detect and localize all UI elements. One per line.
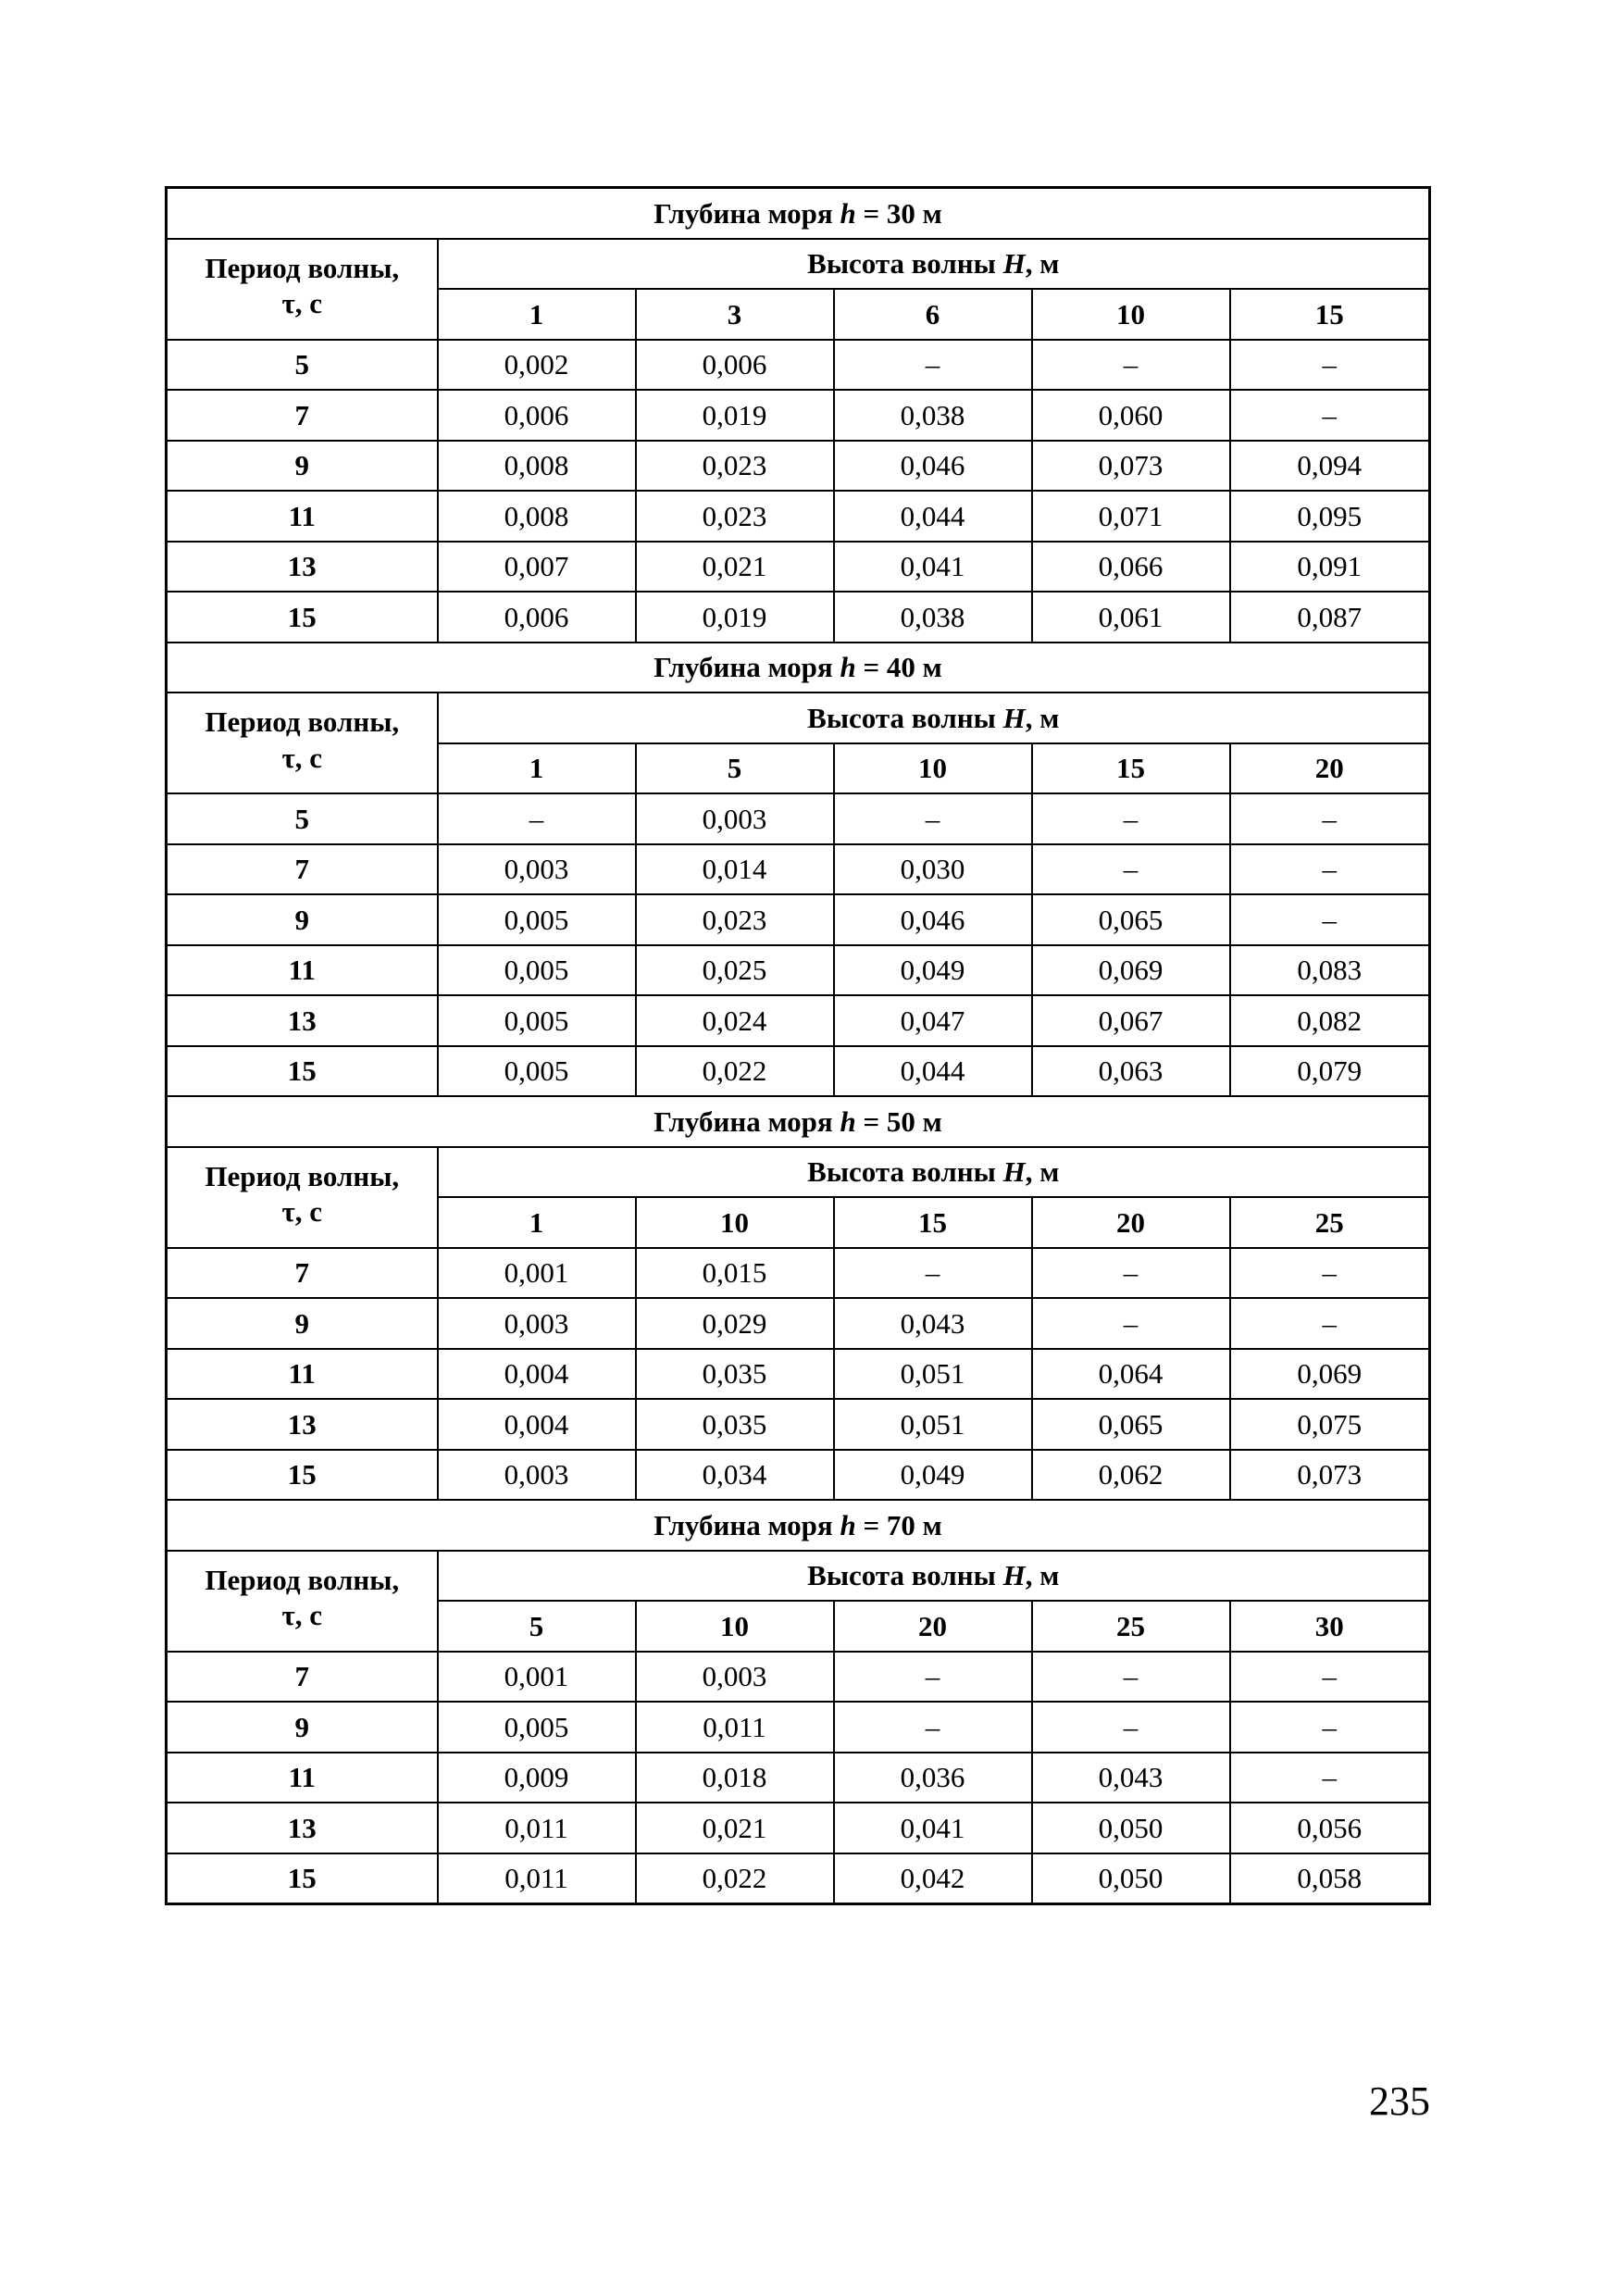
height-value: 25 — [1230, 1197, 1430, 1248]
table-row — [167, 1450, 1430, 1501]
depth-symbol: h — [840, 1508, 856, 1541]
data-cell: 0,043 — [834, 1298, 1032, 1349]
table-row — [167, 491, 1430, 542]
data-cell: 0,075 — [1230, 1399, 1430, 1450]
height-value: 6 — [834, 289, 1032, 340]
data-cell: 0,003 — [438, 844, 636, 895]
data-cell: 0,005 — [438, 995, 636, 1046]
table-row — [167, 390, 1430, 441]
data-cell: 0,062 — [1032, 1450, 1230, 1501]
data-cell: – — [1230, 844, 1430, 895]
depth-symbol: h — [840, 1104, 856, 1138]
height-unit: , м — [1025, 1155, 1060, 1189]
depth-symbol: h — [840, 651, 856, 684]
data-cell: 0,049 — [834, 945, 1032, 996]
data-cell: 0,008 — [438, 491, 636, 542]
period-value: 15 — [167, 1853, 438, 1904]
period-value: 7 — [167, 1248, 438, 1299]
depth-value: = 50 м — [855, 1104, 942, 1138]
data-cell: 0,060 — [1032, 390, 1230, 441]
period-label: Период волны, — [205, 705, 400, 738]
table-row — [167, 793, 1430, 844]
data-cell: – — [1032, 1702, 1230, 1753]
period-value: 5 — [167, 793, 438, 844]
data-cell: 0,011 — [636, 1702, 834, 1753]
data-cell: – — [1032, 1298, 1230, 1349]
data-cell: 0,006 — [438, 390, 636, 441]
data-cell: – — [1230, 1702, 1430, 1753]
data-cell: – — [1230, 1248, 1430, 1299]
period-header — [167, 239, 438, 340]
data-cell: 0,042 — [834, 1853, 1032, 1904]
table-row — [167, 844, 1430, 895]
period-value: 11 — [167, 1753, 438, 1803]
period-value: 13 — [167, 1399, 438, 1450]
period-value: 15 — [167, 1046, 438, 1097]
data-cell: – — [834, 340, 1032, 391]
period-value: 9 — [167, 1298, 438, 1349]
data-cell: 0,066 — [1032, 542, 1230, 593]
data-cell: 0,001 — [438, 1248, 636, 1299]
period-value: 11 — [167, 491, 438, 542]
data-cell: 0,058 — [1230, 1853, 1430, 1904]
data-cell: – — [834, 1248, 1032, 1299]
period-unit: τ, с — [281, 287, 323, 320]
period-label: Период волны, — [205, 251, 400, 284]
data-cell: 0,021 — [636, 542, 834, 593]
height-symbol: H — [1002, 701, 1026, 734]
period-unit: τ, с — [281, 1599, 323, 1632]
data-cell: 0,030 — [834, 844, 1032, 895]
period-unit: τ, с — [281, 1195, 323, 1229]
data-cell: 0,050 — [1032, 1853, 1230, 1904]
data-cell: 0,050 — [1032, 1803, 1230, 1853]
data-cell: 0,035 — [636, 1349, 834, 1400]
data-cell: 0,041 — [834, 542, 1032, 593]
data-cell: 0,005 — [438, 945, 636, 996]
data-cell: 0,023 — [636, 894, 834, 945]
period-value: 11 — [167, 945, 438, 996]
table-row — [167, 1349, 1430, 1400]
period-header — [167, 693, 438, 793]
data-cell: 0,064 — [1032, 1349, 1230, 1400]
data-cell: – — [1230, 1652, 1430, 1703]
period-value: 13 — [167, 995, 438, 1046]
data-cell: 0,056 — [1230, 1803, 1430, 1853]
height-value: 15 — [1230, 289, 1430, 340]
data-cell: 0,009 — [438, 1753, 636, 1803]
data-cell: 0,079 — [1230, 1046, 1430, 1097]
data-cell: 0,083 — [1230, 945, 1430, 996]
data-cell: 0,007 — [438, 542, 636, 593]
period-value: 7 — [167, 390, 438, 441]
header-row — [167, 239, 1430, 290]
data-cell: 0,044 — [834, 491, 1032, 542]
data-cell: 0,069 — [1032, 945, 1230, 996]
period-header — [167, 1551, 438, 1652]
depth-title — [167, 188, 1430, 239]
data-cell: 0,041 — [834, 1803, 1032, 1853]
data-cell: 0,047 — [834, 995, 1032, 1046]
data-cell: 0,046 — [834, 894, 1032, 945]
table-row — [167, 1399, 1430, 1450]
period-value: 5 — [167, 340, 438, 391]
data-cell: 0,022 — [636, 1853, 834, 1904]
data-cell: – — [1230, 1753, 1430, 1803]
data-cell: 0,004 — [438, 1349, 636, 1400]
data-cell: 0,008 — [438, 441, 636, 492]
height-value: 10 — [834, 743, 1032, 794]
data-cell: 0,049 — [834, 1450, 1032, 1501]
data-cell: 0,051 — [834, 1349, 1032, 1400]
data-cell: 0,011 — [438, 1803, 636, 1853]
height-value: 1 — [438, 743, 636, 794]
data-cell: 0,087 — [1230, 592, 1430, 643]
depth-value: = 40 м — [855, 651, 942, 684]
data-cell: 0,019 — [636, 390, 834, 441]
height-value: 10 — [636, 1197, 834, 1248]
data-cell: – — [1032, 844, 1230, 895]
section-title-row — [167, 1500, 1430, 1551]
depth-label: Глубина моря — [653, 1104, 840, 1138]
period-unit: τ, с — [281, 741, 323, 774]
data-cell: 0,035 — [636, 1399, 834, 1450]
height-value: 10 — [636, 1601, 834, 1652]
table-row — [167, 1702, 1430, 1753]
depth-value: = 30 м — [855, 196, 942, 230]
data-cell: – — [1032, 793, 1230, 844]
data-cell: 0,073 — [1230, 1450, 1430, 1501]
depth-symbol: h — [840, 196, 856, 230]
data-cell: 0,002 — [438, 340, 636, 391]
data-cell: – — [834, 793, 1032, 844]
height-header — [438, 1147, 1430, 1198]
data-cell: – — [1032, 1652, 1230, 1703]
period-value: 13 — [167, 542, 438, 593]
header-row — [167, 1551, 1430, 1602]
section-title-row — [167, 643, 1430, 693]
depth-title — [167, 1500, 1430, 1551]
data-cell: 0,067 — [1032, 995, 1230, 1046]
data-cell: 0,011 — [438, 1853, 636, 1904]
data-cell: 0,006 — [636, 340, 834, 391]
data-cell: 0,004 — [438, 1399, 636, 1450]
page-number: 235 — [1369, 2078, 1430, 2124]
period-header — [167, 1147, 438, 1248]
data-cell: – — [834, 1702, 1032, 1753]
height-value: 20 — [834, 1601, 1032, 1652]
data-cell: 0,094 — [1230, 441, 1430, 492]
data-cell: 0,044 — [834, 1046, 1032, 1097]
data-cell: 0,065 — [1032, 1399, 1230, 1450]
data-cell: 0,005 — [438, 894, 636, 945]
data-cell: 0,046 — [834, 441, 1032, 492]
data-cell: 0,095 — [1230, 491, 1430, 542]
data-cell: – — [1230, 390, 1430, 441]
header-row — [167, 1147, 1430, 1198]
height-value: 15 — [1032, 743, 1230, 794]
height-symbol: H — [1002, 1155, 1026, 1189]
table-row — [167, 542, 1430, 593]
data-cell: 0,038 — [834, 390, 1032, 441]
table-row — [167, 441, 1430, 492]
table-row — [167, 340, 1430, 391]
depth-title — [167, 643, 1430, 693]
depth-label: Глубина моря — [653, 196, 840, 230]
data-cell: 0,091 — [1230, 542, 1430, 593]
height-label: Высота волны — [807, 701, 1003, 734]
table-row — [167, 894, 1430, 945]
depth-value: = 70 м — [855, 1508, 942, 1541]
table-row — [167, 995, 1430, 1046]
height-label: Высота волны — [807, 247, 1003, 281]
table-row — [167, 1853, 1430, 1904]
data-cell: 0,071 — [1032, 491, 1230, 542]
height-unit: , м — [1025, 701, 1060, 734]
height-unit: , м — [1025, 1559, 1060, 1592]
height-label: Высота волны — [807, 1155, 1003, 1189]
height-label: Высота волны — [807, 1559, 1003, 1592]
data-cell: 0,003 — [438, 1298, 636, 1349]
data-cell: 0,022 — [636, 1046, 834, 1097]
data-cell: 0,023 — [636, 491, 834, 542]
data-cell: 0,023 — [636, 441, 834, 492]
height-value: 20 — [1032, 1197, 1230, 1248]
height-value: 25 — [1032, 1601, 1230, 1652]
depth-title — [167, 1096, 1430, 1147]
height-value: 1 — [438, 1197, 636, 1248]
period-value: 7 — [167, 844, 438, 895]
period-value: 9 — [167, 441, 438, 492]
period-value: 9 — [167, 1702, 438, 1753]
data-cell: 0,061 — [1032, 592, 1230, 643]
data-cell: 0,073 — [1032, 441, 1230, 492]
table-row — [167, 1753, 1430, 1803]
data-cell: – — [1032, 1248, 1230, 1299]
data-cell: 0,043 — [1032, 1753, 1230, 1803]
data-cell: 0,024 — [636, 995, 834, 1046]
data-cell: 0,003 — [636, 1652, 834, 1703]
data-cell: 0,003 — [636, 793, 834, 844]
data-cell: 0,018 — [636, 1753, 834, 1803]
height-symbol: H — [1002, 1559, 1026, 1592]
height-header — [438, 239, 1430, 290]
height-header — [438, 1551, 1430, 1602]
height-value: 30 — [1230, 1601, 1430, 1652]
data-cell: 0,021 — [636, 1803, 834, 1853]
data-cell: 0,082 — [1230, 995, 1430, 1046]
data-cell: – — [1230, 894, 1430, 945]
data-cell: 0,029 — [636, 1298, 834, 1349]
table-row — [167, 1298, 1430, 1349]
data-cell: 0,005 — [438, 1046, 636, 1097]
period-label: Период волны, — [205, 1563, 400, 1596]
table-row — [167, 1803, 1430, 1853]
table-row — [167, 945, 1430, 996]
data-cell: 0,006 — [438, 592, 636, 643]
data-cell: 0,051 — [834, 1399, 1032, 1450]
data-cell: 0,038 — [834, 592, 1032, 643]
data-cell: 0,019 — [636, 592, 834, 643]
period-value: 15 — [167, 1450, 438, 1501]
data-cell: 0,003 — [438, 1450, 636, 1501]
height-unit: , м — [1025, 247, 1060, 281]
period-value: 11 — [167, 1349, 438, 1400]
height-header — [438, 693, 1430, 743]
data-cell: – — [438, 793, 636, 844]
period-value: 7 — [167, 1652, 438, 1703]
data-cell: 0,063 — [1032, 1046, 1230, 1097]
depth-label: Глубина моря — [653, 651, 840, 684]
table-row — [167, 1652, 1430, 1703]
data-cell: 0,036 — [834, 1753, 1032, 1803]
depth-label: Глубина моря — [653, 1508, 840, 1541]
data-cell: – — [1230, 340, 1430, 391]
header-row — [167, 693, 1430, 743]
data-cell: 0,005 — [438, 1702, 636, 1753]
height-value: 5 — [438, 1601, 636, 1652]
data-cell: 0,025 — [636, 945, 834, 996]
table-row — [167, 1248, 1430, 1299]
data-cell: 0,014 — [636, 844, 834, 895]
height-value: 5 — [636, 743, 834, 794]
table-row — [167, 1046, 1430, 1097]
period-value: 13 — [167, 1803, 438, 1853]
data-cell: – — [1230, 793, 1430, 844]
section-title-row — [167, 188, 1430, 239]
height-value: 15 — [834, 1197, 1032, 1248]
height-value: 10 — [1032, 289, 1230, 340]
data-cell: – — [834, 1652, 1032, 1703]
table-row — [167, 592, 1430, 643]
data-cell: – — [1230, 1298, 1430, 1349]
section-title-row — [167, 1096, 1430, 1147]
data-cell: 0,034 — [636, 1450, 834, 1501]
data-cell: – — [1032, 340, 1230, 391]
data-cell: 0,015 — [636, 1248, 834, 1299]
data-cell: 0,069 — [1230, 1349, 1430, 1400]
height-value: 20 — [1230, 743, 1430, 794]
period-label: Период волны, — [205, 1159, 400, 1192]
data-cell: 0,001 — [438, 1652, 636, 1703]
height-value: 3 — [636, 289, 834, 340]
period-value: 15 — [167, 592, 438, 643]
data-cell: 0,065 — [1032, 894, 1230, 945]
height-symbol: H — [1002, 247, 1026, 281]
period-value: 9 — [167, 894, 438, 945]
wave-data-table — [165, 186, 1431, 1905]
height-value: 1 — [438, 289, 636, 340]
